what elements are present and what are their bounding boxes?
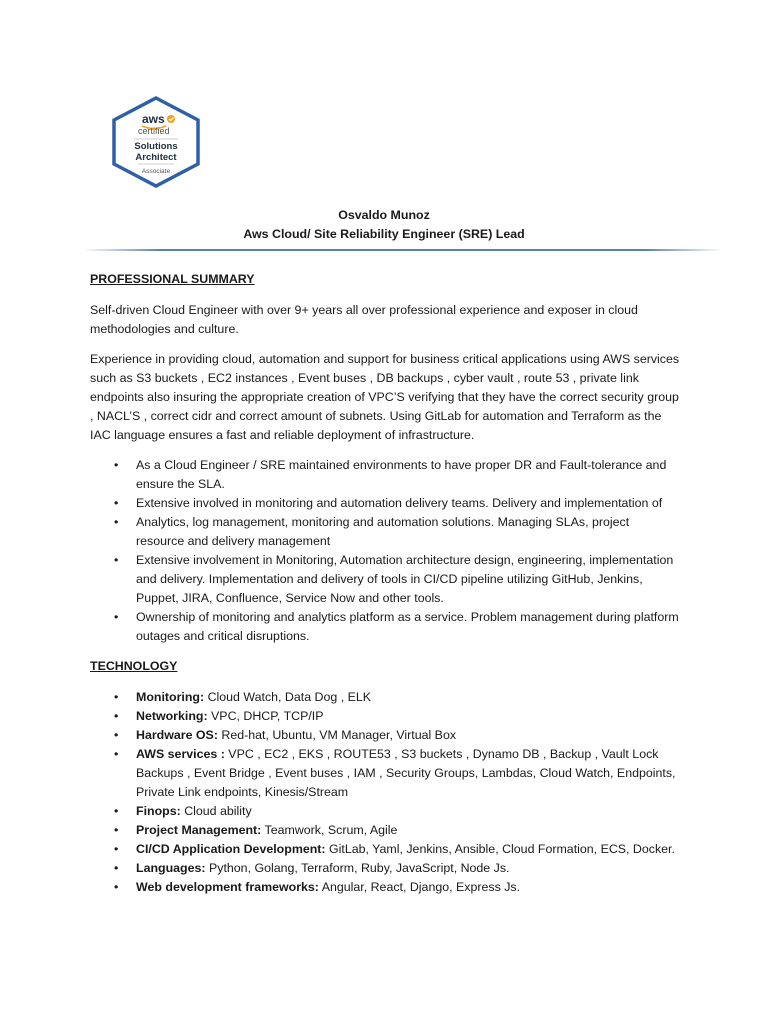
- aws-badge-logo: [108, 96, 204, 188]
- tech-label: Networking:: [136, 709, 208, 723]
- list-item: [90, 840, 680, 859]
- technology-list: [90, 688, 680, 897]
- bullet-text: Extensive involvement in Monitoring, Automation architecture design, engineering, implementation and delivery. Implementation and delivery of tools in CI/CD pipeline utilizing GitHub, Jenkins, Puppet, JIRA, Confluence, Service Now and other tools.: [136, 553, 674, 605]
- tech-label: Finops:: [136, 804, 181, 818]
- tech-value: Cloud Watch, Data Dog , ELK: [204, 690, 372, 704]
- tech-value: GitLab, Yaml, Jenkins, Ansible, Cloud Formation, ECS, Docker.: [325, 842, 675, 856]
- bullet-icon: •: [114, 861, 119, 875]
- summary-paragraph-2: Experience in providing cloud, automation and support for business critical applications using AWS services such as S3 buckets , EC2 instances , Event buses , DB backups , cyber vault , route 53 , private link endpoints also insuring the appropriate creation of VPC’S verifying that they have the correct security group , NACL’S , correct cidr and correct amount of subnets. Using GitLab for automation and Terraform as the IAC language ensures a fast and reliable deployment of infrastructure.: [90, 352, 680, 442]
- bullet-icon: •: [114, 515, 119, 529]
- aws-certification-badge: [108, 96, 204, 188]
- tech-label: Languages:: [136, 861, 206, 875]
- bullet-icon: •: [114, 496, 119, 510]
- list-item: [90, 802, 680, 821]
- tech-value: Python, Golang, Terraform, Ruby, JavaScript, Node Js.: [205, 861, 510, 875]
- bullet-icon: •: [114, 804, 119, 818]
- tech-value: Angular, React, Django, Express Js.: [318, 880, 521, 894]
- tech-label: CI/CD Application Development:: [136, 842, 326, 856]
- bullet-text: As a Cloud Engineer / SRE maintained environments to have proper DR and Fault-tolerance and ensure the SLA.: [136, 458, 667, 491]
- bullet-icon: •: [114, 553, 119, 567]
- summary-bullet-list: [90, 456, 680, 646]
- list-item: [90, 688, 680, 707]
- list-item: [90, 513, 680, 551]
- header-divider: [86, 249, 720, 251]
- badge-check-icon: [167, 115, 175, 123]
- list-item: [90, 551, 680, 608]
- badge-associate-text: Associate: [141, 168, 171, 175]
- list-item: [90, 859, 680, 878]
- tech-label: Web development frameworks:: [136, 880, 319, 894]
- bullet-icon: •: [114, 823, 119, 837]
- bullet-icon: •: [114, 728, 119, 742]
- list-item: [90, 456, 680, 494]
- tech-value: VPC, DHCP, TCP/IP: [207, 709, 324, 723]
- summary-paragraph-1: Self-driven Cloud Engineer with over 9+ years all over professional experience and exposer in cloud methodologies and culture.: [90, 303, 638, 336]
- bullet-text: Ownership of monitoring and analytics platform as a service. Problem management during platform outages and critical disruptions.: [136, 610, 679, 643]
- tech-label: AWS services :: [136, 747, 225, 761]
- list-item: [90, 821, 680, 840]
- tech-value: Teamwork, Scrum, Agile: [261, 823, 398, 837]
- badge-architect-text: Architect: [135, 152, 177, 163]
- tech-value: VPC , EC2 , EKS , ROUTE53 , S3 buckets , Dynamo DB , Backup , Vault Lock Backups , Event Bridge , Event buses , IAM , Security Groups, Lambdas, Cloud Watch, Endpoints, Private Link endpoints, Kinesis/Stream: [136, 747, 676, 799]
- bullet-text: Extensive involved in monitoring and automation delivery teams. Delivery and implementation of: [136, 496, 663, 510]
- technology-heading: TECHNOLOGY: [90, 659, 178, 673]
- tech-label: Monitoring:: [136, 690, 205, 704]
- candidate-name: Osvaldo Munoz: [338, 208, 430, 222]
- candidate-role: Aws Cloud/ Site Reliability Engineer (SRE) Lead: [243, 227, 525, 241]
- bullet-icon: •: [114, 880, 119, 894]
- tech-value: Red-hat, Ubuntu, VM Manager, Virtual Box: [217, 728, 457, 742]
- tech-label: Project Management:: [136, 823, 262, 837]
- tech-value: Cloud ability: [180, 804, 252, 818]
- summary-heading: PROFESSIONAL SUMMARY: [90, 272, 255, 286]
- list-item: [90, 726, 680, 745]
- badge-solutions-text: Solutions: [134, 141, 178, 152]
- badge-certified-text: certified: [138, 126, 170, 136]
- badge-aws-text: aws: [142, 112, 165, 126]
- list-item: [90, 608, 680, 646]
- bullet-icon: •: [114, 747, 119, 761]
- bullet-icon: •: [114, 709, 119, 723]
- resume-body: [90, 270, 680, 897]
- list-item: [90, 707, 680, 726]
- list-item: [90, 745, 680, 802]
- list-item: [90, 878, 680, 897]
- list-item: [90, 494, 680, 513]
- tech-label: Hardware OS:: [136, 728, 218, 742]
- bullet-text: Analytics, log management, monitoring and automation solutions. Managing SLAs, project resource and delivery management: [136, 515, 630, 548]
- bullet-icon: •: [114, 610, 119, 624]
- bullet-icon: •: [114, 458, 119, 472]
- bullet-icon: •: [114, 690, 119, 704]
- bullet-icon: •: [114, 842, 119, 856]
